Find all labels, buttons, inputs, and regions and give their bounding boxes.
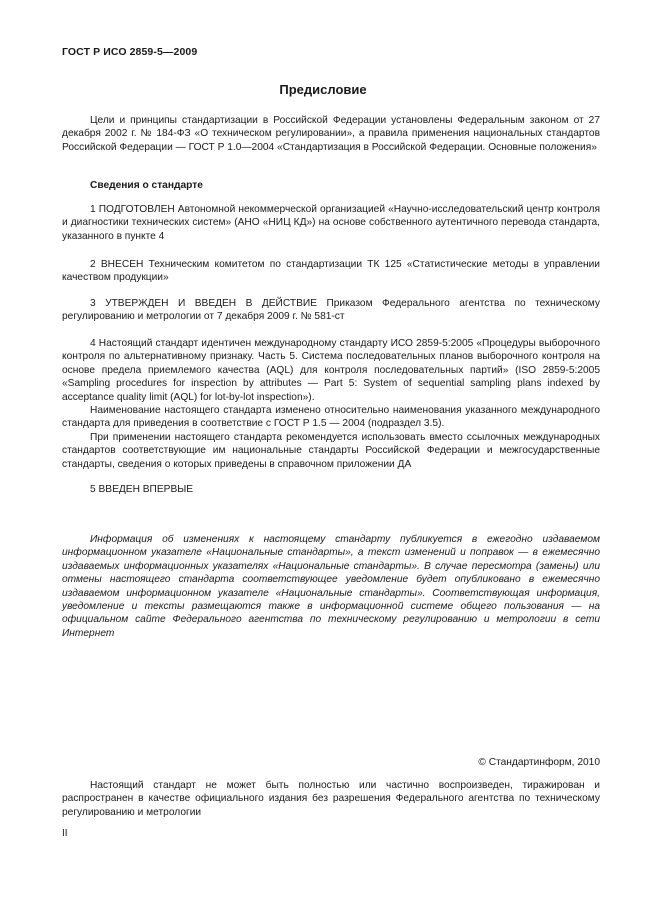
item-4-section xyxy=(62,337,600,471)
item-4-refs-paragraph: При применении настоящего стандарта рекомендуется использовать вместо ссылочных международных стандартов соответствующие им национальные стандарты Российской Федерации и межгосударственные стандарты, сведения о которых приведены в справочном приложении ДА xyxy=(62,431,600,470)
item-5-paragraph: 5 ВВЕДЕН ВПЕРВЫЕ xyxy=(90,484,194,495)
info-heading: Сведения о стандарте xyxy=(90,180,203,191)
item-3-section xyxy=(62,297,600,324)
page-number: II xyxy=(62,828,68,839)
notice-section xyxy=(62,533,600,640)
reproduction-paragraph: Настоящий стандарт не может быть полностью или частично воспроизведен, тиражирован и распространен в качестве официального издания без разрешения Федерального агентства по техническому регулированию и метрологии xyxy=(62,780,600,818)
intro-section xyxy=(62,114,600,154)
copyright-line: © Стандартинформ, 2010 xyxy=(478,757,600,768)
intro-paragraph: Цели и принципы стандартизации в Российской Федерации установлены Федеральным законом от 27 декабря 2002 г. № 184-ФЗ «О техническом регулировании», а правила применения национальных стандартов Российской Федерации — ГОСТ Р 1.0—2004 «Стандартизация в Российской Федерации. Основные положения» xyxy=(62,115,600,153)
item-4-paragraph: 4 Настоящий стандарт идентичен международному стандарту ИСО 2859-5:2005 «Процедуры выборочного контроля по альтернативному признаку. Часть 5. Система последовательных планов выборочного контроля на основе предела приемлемого качества (AQL) для контроля последовательных партий» (ISO 2859-5:2005 «Sampling procedures for inspection by attributes — Part 5: System of sequential sampling plans indexed by acceptance quality limit (AQL) for lot-by-lot inspection»). xyxy=(62,338,600,403)
notice-paragraph: Информация об изменениях к настоящему стандарту публикуется в ежегодно издаваемом информационном указателе «Национальные стандарты», а текст изменений и поправок — в ежемесячно издаваемых информационных указателях «Национальные стандарты». В случае пересмотра (замены) или отмены настоящего стандарта соответствующее уведомление будет опубликовано в ежемесячно издаваемом информационном указателе «Национальные стандарты». Соответствующая информация, уведомление и тексты размещаются также в информационной системе общего пользования — на официальном сайте Федерального агентства по техническому регулированию и метрологии в сети Интернет xyxy=(62,534,600,639)
reproduction-section xyxy=(62,779,600,819)
item-5-section xyxy=(62,483,600,496)
page-title: Предисловие xyxy=(279,82,367,97)
document-id-header: ГОСТ Р ИСО 2859-5—2009 xyxy=(62,46,198,58)
item-1-paragraph: 1 ПОДГОТОВЛЕН Автономной некоммерческой организацией «Научно-исследовательский центр контроля и диагностики технических систем» (АНО «НИЦ КД») на основе собственного аутентичного перевода стандарта, указанного в пункте 4 xyxy=(62,204,600,242)
item-2-section xyxy=(62,258,600,285)
item-4-name-paragraph: Наименование настоящего стандарта изменено относительно наименования указанного международного стандарта для приведения в соответствие с ГОСТ Р 1.5 — 2004 (подраздел 3.5). xyxy=(62,405,600,430)
item-3-paragraph: 3 УТВЕРЖДЕН И ВВЕДЕН В ДЕЙСТВИЕ Приказом Федерального агентства по техническому регулированию и метрологии от 7 декабря 2009 г. № 581-ст xyxy=(62,298,600,323)
item-2-paragraph: 2 ВНЕСЕН Техническим комитетом по стандартизации ТК 125 «Статистические методы в управлении качеством продукции» xyxy=(62,259,600,284)
item-1-section xyxy=(62,203,600,243)
